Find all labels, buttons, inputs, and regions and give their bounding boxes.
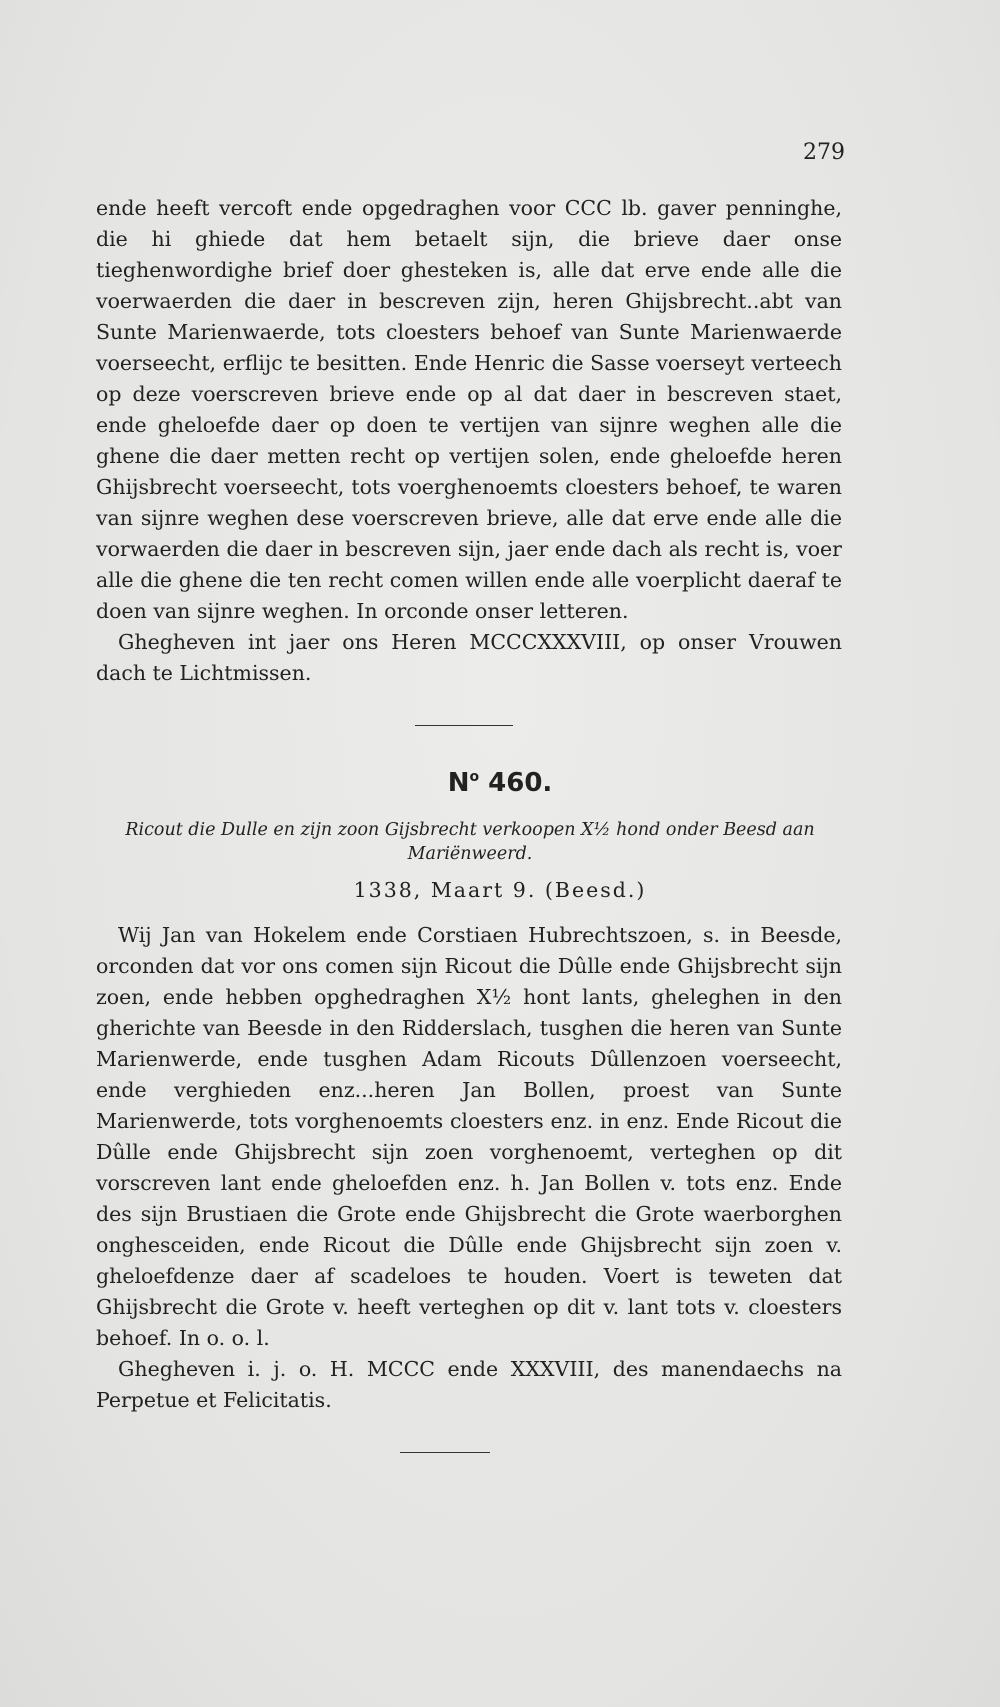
number-superscript: o [469, 769, 480, 785]
document-summary: Ricout die Dulle en zijn zoon Gijsbrecht verkoopen X½ hond onder Beesd aan Mariënweerd. [125, 820, 815, 864]
document-number-heading [0, 768, 1000, 798]
document-text [96, 920, 842, 1416]
end-divider [400, 1452, 490, 1453]
paragraph-dating-clause: Ghegheven int jaer ons Heren MCCCXXXVIII, op onser Vrouwen dach te Lichtmissen. [96, 630, 842, 685]
document-dateline: 1338, Maart 9. (Beesd.) [353, 878, 647, 902]
section-divider [415, 725, 513, 726]
paragraph-continuation: ende heeft vercoft ende opgedraghen voor CCC lb. gaver penninghe, die hi ghiede dat hem betaelt sijn, die brieve daer onse tieghenwordighe brief doer ghesteken is, alle dat erve ende alle die voerwaerden die daer in bescreven zijn, heren Ghijsbrecht..abt van Sunte Marienwaerde, tots cloesters behoef van Sunte Marienwaerde voerseecht, erflijc te besitten. Ende Henric die Sasse voerseyt verteech op deze voerscreven brieve ende op al dat daer in bescreven staet, ende gheloefde daer op doen te vertijen van sijnre weghen alle die ghene die daer metten recht op vertijen solen, ende gheloefde heren Ghijsbrecht voerseecht, tots voerghenoemts cloesters behoef, te waren van sijnre weghen dese voerscreven brieve, alle dat erve ende alle die vorwaerden die daer in bescreven sijn, jaer ende dach als recht is, voer alle die ghene die ten recht comen willen ende alle voerplicht daeraf te doen van sijnre weghen. In orconde onser letteren. [96, 196, 842, 623]
number-value: 460. [488, 768, 553, 798]
previous-document-text [96, 193, 842, 689]
paragraph-charter: Wij Jan van Hokelem ende Corstiaen Hubrechtszoen, s. in Beesde, orconden dat vor ons comen sijn Ricout die Dûlle ende Ghijsbrecht sijn zoen, ende hebben opghedraghen X½ hont lants, gheleghen in den gherichte van Beesde in den Ridderslach, tusghen die heren van Sunte Marienwerde, ende tusghen Adam Ricouts Dûllenzoen voerseecht, ende verghieden enz...heren Jan Bollen, proest van Sunte Marienwerde, tots vorghenoemts cloesters enz. in enz. Ende Ricout die Dûlle ende Ghijsbrecht sijn zoen vorghenoemt, verteghen op dit vorscreven lant ende gheloefden enz. h. Jan Bollen v. tots enz. Ende des sijn Brustiaen die Grote ende Ghijsbrecht die Grote waerborghen onghesceiden, ende Ricout die Dûlle ende Ghijsbrecht sijn zoen v. gheloefdenze daer af scadeloes te houden. Voert is teweten dat Ghijsbrecht die Grote v. heeft verteghen op dit v. lant tots v. cloesters behoef. In o. o. l. [96, 923, 842, 1350]
page-number: 279 [803, 140, 845, 165]
paragraph-dating-clause: Ghegheven i. j. o. H. MCCC ende XXXVIII, des manendaechs na Perpetue et Felicitatis. [96, 1357, 842, 1412]
number-prefix: N [447, 768, 470, 798]
